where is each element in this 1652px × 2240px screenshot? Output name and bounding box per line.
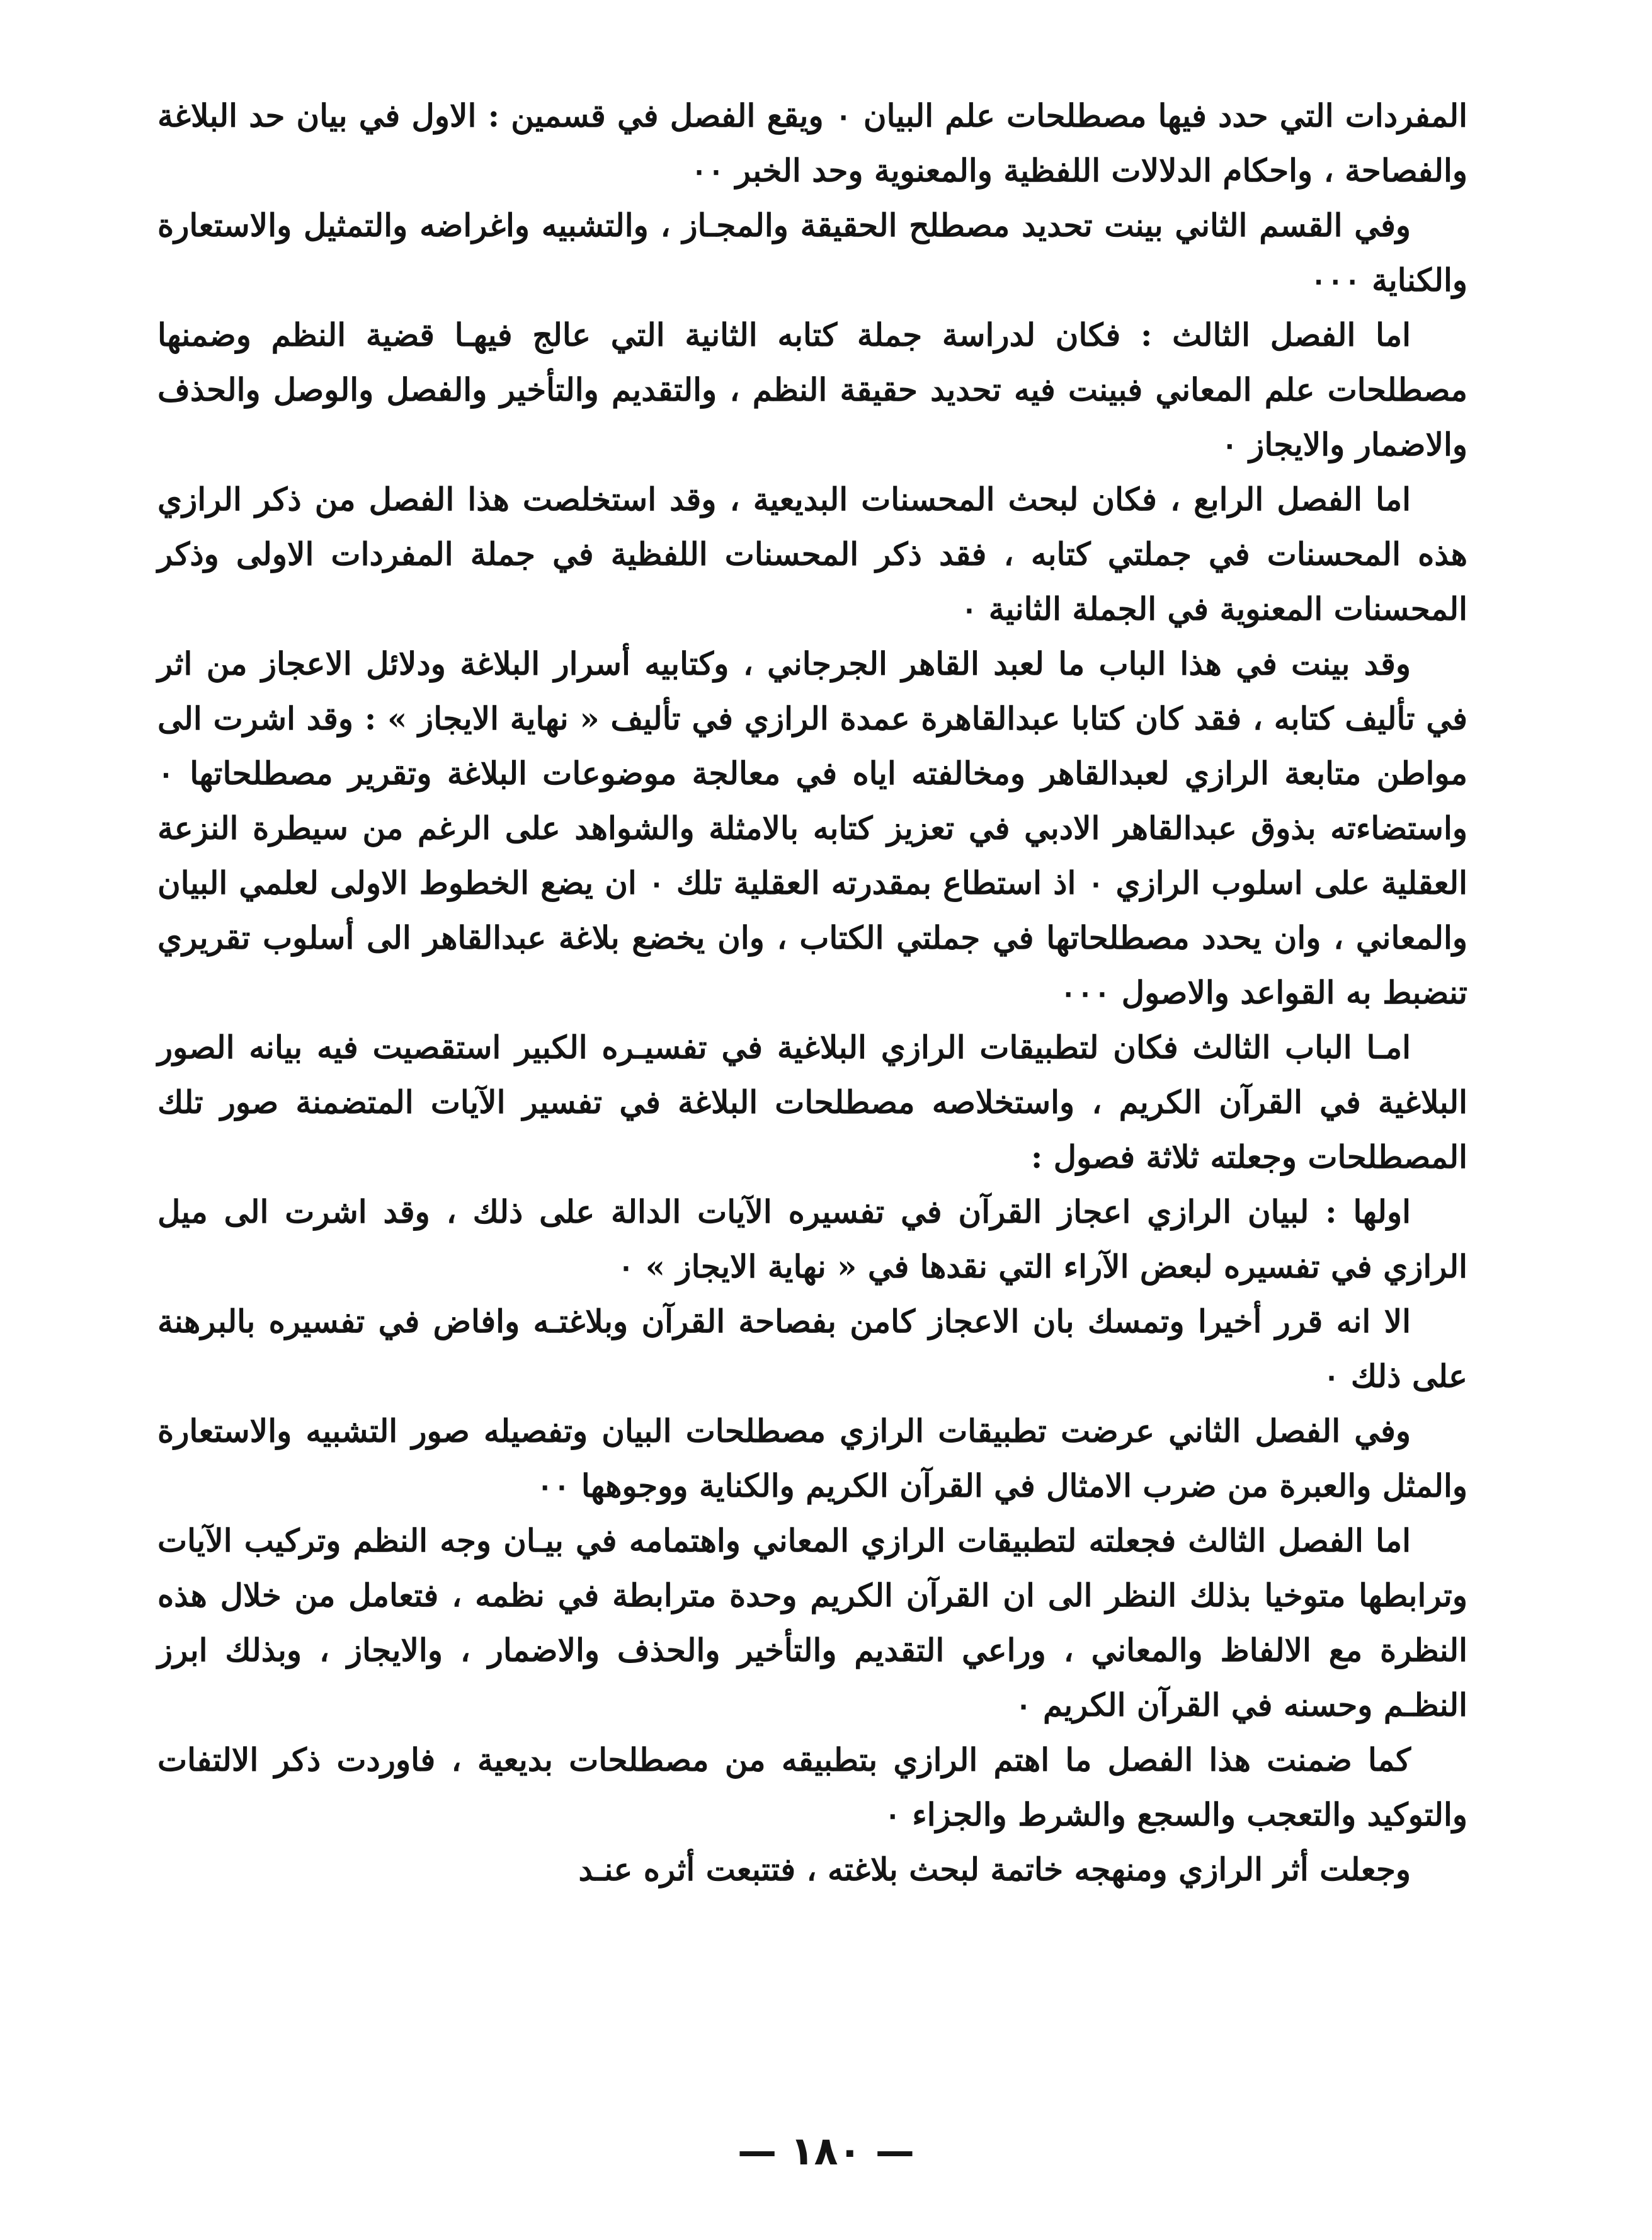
paragraph-9: وفي الفصل الثاني عرضت تطبيقات الرازي مصطلحات البيان وتفصيله صور التشبيه والاستعارة والمثل والعبرة من ضرب الامثال في القرآن الكريم والكناية ووجوهها ٠٠	[157, 1412, 1467, 1504]
paragraph-1: المفردات التي حدد فيها مصطلحات علم البيان ٠ ويقع الفصل في قسمين : الاول في بيان حد البلاغة والفصاحة ، واحكام الدلالات اللفظية والمعنوية وحد الخبر ٠٠	[157, 97, 1467, 189]
paragraph-10: اما الفصل الثالث فجعلته لتطبيقات الرازي المعاني واهتمامه في بيـان وجه النظم وتركيب الآيات وترابطها متوخيا بذلك النظر الى ان القرآن الكريم وحدة مترابطة في نظمه ، فتعامل من خلال هذه النظرة مع الالفاظ والمعاني ، وراعي التقديم والتأخير والحذف والاضمار ، والايجاز ، وبذلك ابرز النظـم وحسنه في القرآن الكريم ٠	[157, 1522, 1467, 1723]
page-number: — ١٨٠ —	[738, 2128, 914, 2174]
paragraph-2: وفي القسم الثاني بينت تحديد مصطلح الحقيقة والمجـاز ، والتشبيه واغراضه والتمثيل والاستعارة والكناية ٠٠٠	[157, 207, 1467, 299]
paragraph-12: وجعلت أثر الرازي ومنهجه خاتمة لبحث بلاغته ، فتتبعت أثره عنـد	[578, 1851, 1411, 1888]
paragraph-7: اولها : لبيان الرازي اعجاز القرآن في تفسيره الآيات الدالة على ذلك ، وقد اشرت الى ميل الرازي في تفسيره لبعض الآراء التي نقدها في « نهاية الايجاز » ٠	[157, 1193, 1467, 1285]
paragraph-5: وقد بينت في هذا الباب ما لعبد القاهر الجرجاني ، وكتابيه أسرار البلاغة ودلائل الاعجاز من اثر في تأليف كتابه ، فقد كان كتابا عبدالقاهرة عمدة الرازي في تأليف « نهاية الايجاز » : وقد اشرت الى مواطن متابعة الرازي لعبدالقاهر ومخالفته اياه في معالجة موضوعات البلاغة وتقرير مصطلحاتها ٠ واستضاءته بذوق عبدالقاهر الادبي في تعزيز كتابه بالامثلة والشواهد على الرغم من سيطرة النزعة العقلية على اسلوب الرازي ٠ اذ استطاع بمقدرته العقلية تلك ٠ ان يضع الخطوط الاولى لعلمي البيان والمعاني ، وان يحدد مصطلحاتها في جملتي الكتاب ، وان يخضع بلاغة عبدالقاهر الى أسلوب تقريري تنضبط به القواعد والاصول ٠٠٠	[157, 645, 1467, 1011]
paragraph-4: اما الفصل الرابع ، فكان لبحث المحسنات البديعية ، وقد استخلصت هذا الفصل من ذكر الرازي هذه المحسنات في جملتي كتابه ، فقد ذكر المحسنات اللفظية في جملة المفردات الاولى وذكر المحسنات المعنوية في الجملة الثانية ٠	[157, 481, 1467, 627]
paragraph-11: كما ضمنت هذا الفصل ما اهتم الرازي بتطبيقه من مصطلحات بديعية ، فاوردت ذكر الالتفات والتوكيد والتعجب والسجع والشرط والجزاء ٠	[157, 1741, 1467, 1833]
paragraph-6: امـا الباب الثالث فكان لتطبيقات الرازي البلاغية في تفسيـره الكبير استقصيت فيه بيانه الصور البلاغية في القرآن الكريم ، واستخلاصه مصطلحات البلاغة في تفسير الآيات المتضمنة صور تلك المصطلحات وجعلته ثلاثة فصول :	[157, 1029, 1467, 1175]
paragraph-3: اما الفصل الثالث : فكان لدراسة جملة كتابه الثانية التي عالج فيهـا قضية النظم وضمنها مصطلحات علم المعاني فبينت فيه تحديد حقيقة النظم ، والتقديم والتأخير والفصل والوصل والحذف والاضمار والايجاز ٠	[157, 316, 1467, 463]
paragraph-8: الا انه قرر أخيرا وتمسك بان الاعجاز كامن بفصاحة القرآن وبلاغتـه وافاض في تفسيره بالبرهنة على ذلك ٠	[157, 1303, 1467, 1395]
page-body	[157, 88, 1467, 2142]
